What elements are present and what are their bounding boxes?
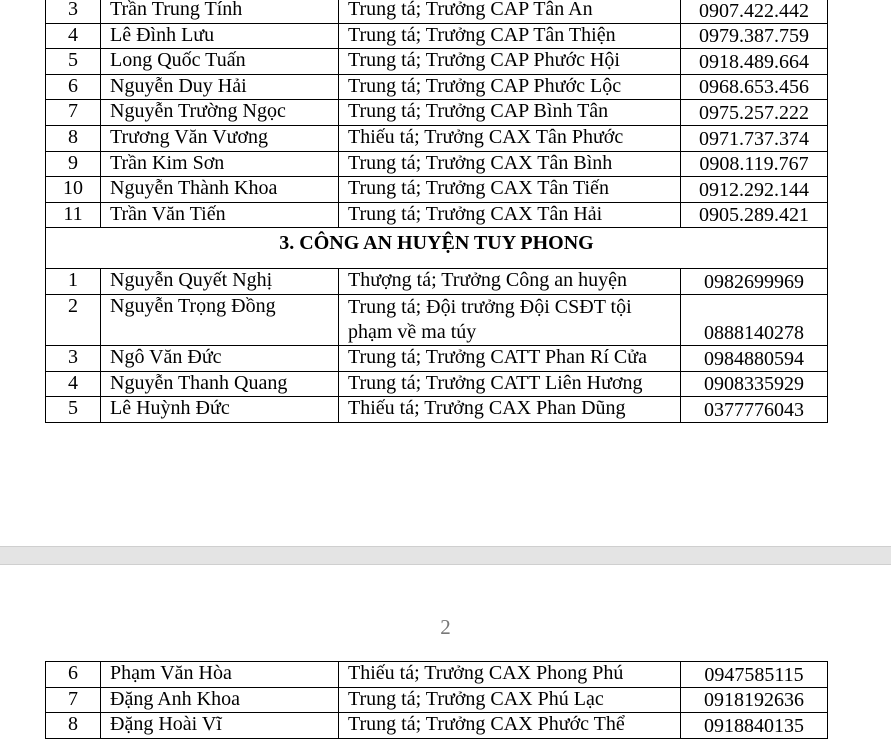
phone-number: 0908.119.767 <box>681 151 828 177</box>
row-number: 7 <box>46 687 101 713</box>
officer-name: Nguyễn Quyết Nghị <box>101 269 339 295</box>
table-row <box>46 397 828 423</box>
table-row <box>46 23 828 49</box>
row-number: 8 <box>46 713 101 739</box>
officer-name: Ngô Văn Đức <box>101 345 339 371</box>
officer-name: Nguyễn Trọng Đồng <box>101 294 339 345</box>
officer-name: Phạm Văn Hòa <box>101 662 339 688</box>
officer-name: Nguyễn Thành Khoa <box>101 177 339 203</box>
table-row <box>46 294 828 345</box>
table-row <box>46 49 828 75</box>
row-number: 3 <box>46 0 101 23</box>
officer-position: Trung tá; Đội trưởng Đội CSĐT tội phạm về ma túy <box>339 294 681 345</box>
officer-name: Trương Văn Vương <box>101 125 339 151</box>
contact-table-page-1 <box>45 0 828 423</box>
phone-number: 0918.489.664 <box>681 49 828 75</box>
table-row <box>46 0 828 23</box>
officer-position: Thiếu tá; Trưởng CAX Phong Phú <box>339 662 681 688</box>
row-number: 6 <box>46 74 101 100</box>
row-number: 5 <box>46 49 101 75</box>
row-number: 4 <box>46 23 101 49</box>
phone-number: 0888140278 <box>681 294 828 345</box>
table-row <box>46 687 828 713</box>
table-row <box>46 100 828 126</box>
document-page-2 <box>0 565 891 738</box>
officer-name: Nguyễn Duy Hải <box>101 74 339 100</box>
officer-position: Trung tá; Trưởng CAP Phước Lộc <box>339 74 681 100</box>
phone-number: 0912.292.144 <box>681 177 828 203</box>
phone-number: 0918192636 <box>681 687 828 713</box>
row-number: 5 <box>46 397 101 423</box>
phone-number: 0947585115 <box>681 662 828 688</box>
officer-position: Trung tá; Trưởng CAP Tân Thiện <box>339 23 681 49</box>
row-number: 8 <box>46 125 101 151</box>
phone-number: 0971.737.374 <box>681 125 828 151</box>
officer-name: Đặng Hoài Vĩ <box>101 713 339 739</box>
table-row <box>46 345 828 371</box>
officer-position: Trung tá; Trưởng CAX Phú Lạc <box>339 687 681 713</box>
officer-name: Đặng Anh Khoa <box>101 687 339 713</box>
table-row <box>46 371 828 397</box>
officer-name: Nguyễn Trường Ngọc <box>101 100 339 126</box>
table-row <box>46 125 828 151</box>
officer-position: Trung tá; Trưởng CAX Phước Thể <box>339 713 681 739</box>
row-number: 7 <box>46 100 101 126</box>
table-row <box>46 269 828 295</box>
table-row <box>46 662 828 688</box>
phone-number: 0908335929 <box>681 371 828 397</box>
section-title: 3. CÔNG AN HUYỆN TUY PHONG <box>46 228 828 269</box>
officer-name: Long Quốc Tuấn <box>101 49 339 75</box>
phone-number: 0907.422.442 <box>681 0 828 23</box>
page-number: 2 <box>440 615 451 639</box>
phone-number: 0968.653.456 <box>681 74 828 100</box>
phone-number: 0377776043 <box>681 397 828 423</box>
officer-name: Nguyễn Thanh Quang <box>101 371 339 397</box>
officer-position: Trung tá; Trưởng CATT Liên Hương <box>339 371 681 397</box>
table-row <box>46 202 828 228</box>
phone-number: 0975.257.222 <box>681 100 828 126</box>
officer-position: Trung tá; Trưởng CAP Bình Tân <box>339 100 681 126</box>
phone-number: 0982699969 <box>681 269 828 295</box>
officer-name: Trần Văn Tiến <box>101 202 339 228</box>
officer-position: Trung tá; Trưởng CAP Tân An <box>339 0 681 23</box>
officer-position: Thiếu tá; Trưởng CAX Phan Dũng <box>339 397 681 423</box>
row-number: 4 <box>46 371 101 397</box>
phone-number: 0918840135 <box>681 713 828 739</box>
officer-position: Thiếu tá; Trưởng CAX Tân Phước <box>339 125 681 151</box>
page-separator <box>0 546 891 565</box>
table-row <box>46 713 828 739</box>
row-number: 1 <box>46 269 101 295</box>
row-number: 6 <box>46 662 101 688</box>
row-number: 11 <box>46 202 101 228</box>
phone-number: 0979.387.759 <box>681 23 828 49</box>
officer-position: Trung tá; Trưởng CAX Tân Tiến <box>339 177 681 203</box>
row-number: 9 <box>46 151 101 177</box>
table-row <box>46 74 828 100</box>
officer-position: Trung tá; Trưởng CAP Phước Hội <box>339 49 681 75</box>
officer-name: Trần Trung Tính <box>101 0 339 23</box>
table-row <box>46 177 828 203</box>
officer-name: Lê Đình Lưu <box>101 23 339 49</box>
officer-position: Trung tá; Trưởng CATT Phan Rí Cửa <box>339 345 681 371</box>
officer-position: Trung tá; Trưởng CAX Tân Hải <box>339 202 681 228</box>
row-number: 3 <box>46 345 101 371</box>
phone-number: 0984880594 <box>681 345 828 371</box>
section-header-row <box>46 228 828 269</box>
phone-number: 0905.289.421 <box>681 202 828 228</box>
row-number: 10 <box>46 177 101 203</box>
contact-table-page-2 <box>45 661 828 739</box>
officer-position: Thượng tá; Trưởng Công an huyện <box>339 269 681 295</box>
officer-name: Trần Kim Sơn <box>101 151 339 177</box>
row-number: 2 <box>46 294 101 345</box>
officer-name: Lê Huỳnh Đức <box>101 397 339 423</box>
table-row <box>46 151 828 177</box>
officer-position: Trung tá; Trưởng CAX Tân Bình <box>339 151 681 177</box>
